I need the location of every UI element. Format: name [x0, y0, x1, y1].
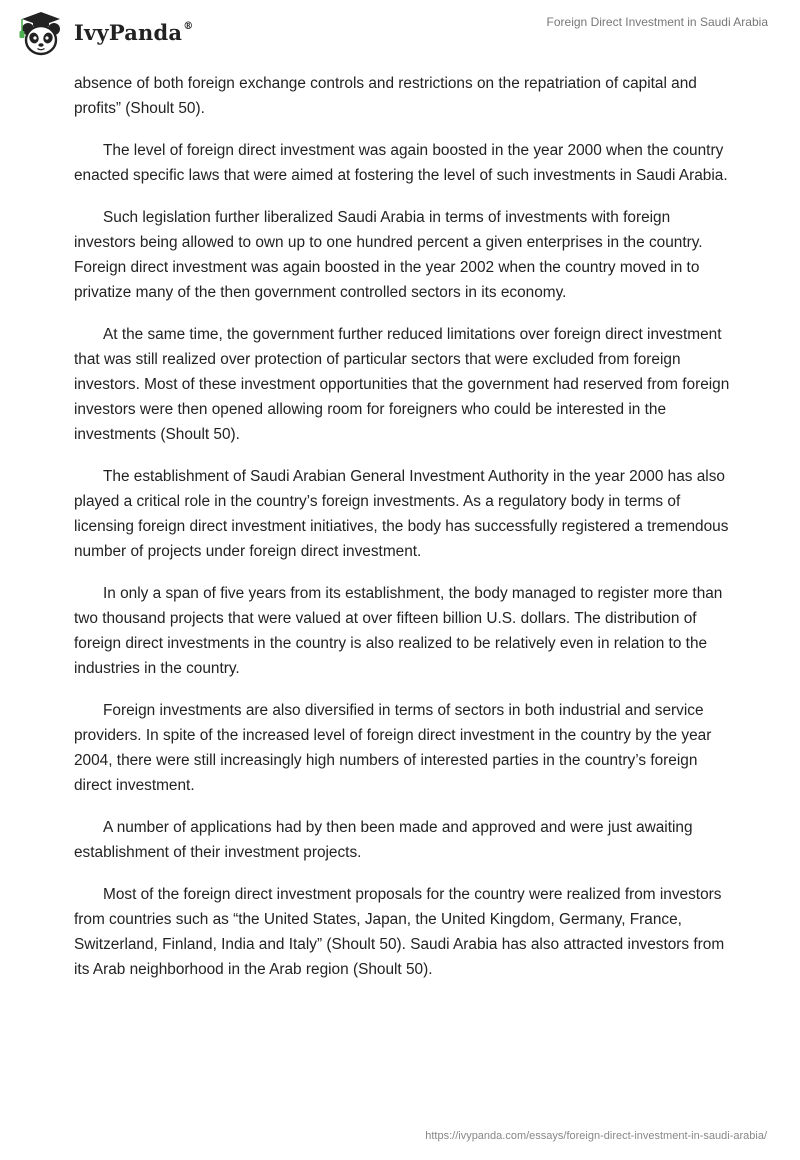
page-header: [0, 0, 800, 70]
paragraph: In only a span of five years from its establishment, the body managed to register more than two thousand projects that were valued at over fifteen billion U.S. dollars. The distribution of foreign direct investments in the country is also realized to be relatively even in relation to the industries in the country.: [74, 585, 723, 677]
registered-mark: ®: [183, 20, 194, 32]
document-title: Foreign Direct Investment in Saudi Arabia: [546, 15, 768, 29]
paragraph: The establishment of Saudi Arabian General Investment Authority in the year 2000 has also played a critical role in the country’s foreign investments. As a regulatory body in terms of licensing foreign direct investment initiatives, the body has successfully registered a tremendous number of projects under foreign direct investment.: [74, 468, 729, 560]
source-url[interactable]: https://ivypanda.com/essays/foreign-direct-investment-in-saudi-arabia/: [425, 1130, 767, 1142]
panda-graduate-icon: [14, 9, 68, 57]
ivypanda-logo[interactable]: [14, 8, 193, 58]
paragraph: The level of foreign direct investment was again boosted in the year 2000 when the country enacted specific laws that were aimed at fostering the level of such investments in Saudi Arabia.: [74, 142, 728, 184]
paragraph: absence of both foreign exchange controls and restrictions on the repatriation of capital and profits” (Shoult 50).: [74, 75, 697, 117]
paragraph: A number of applications had by then been made and approved and were just awaiting establishment of their investment projects.: [74, 819, 693, 861]
essay-body: [74, 71, 734, 999]
paragraph: Foreign investments are also diversified in terms of sectors in both industrial and service providers. In spite of the increased level of foreign direct investment in the country by the year 2004, there were still increasingly high numbers of interested parties in the country’s foreign direct investment.: [74, 702, 712, 794]
paragraph: Such legislation further liberalized Saudi Arabia in terms of investments with foreign investors being allowed to own up to one hundred percent a given enterprises in the country. Foreign direct investment was again boosted in the year 2002 when the country moved in to privatize many of the then government controlled sectors in its economy.: [74, 209, 703, 301]
brand-name: IvyPanda®: [74, 19, 194, 45]
paragraph: Most of the foreign direct investment proposals for the country were realized from investors from countries such as “the United States, Japan, the United Kingdom, Germany, France, Switzerland, Finland, India and Italy” (Shoult 50). Saudi Arabia has also attracted investors from its Arab neighborhood in the Arab region (Shoult 50).: [74, 886, 725, 978]
paragraph: At the same time, the government further reduced limitations over foreign direct investment that was still realized over protection of particular sectors that were excluded from foreign investors. Most of these investment opportunities that the government had reserved from foreign investors were then opened allowing room for foreigners who could be interested in the investments (Shoult 50).: [74, 326, 730, 443]
